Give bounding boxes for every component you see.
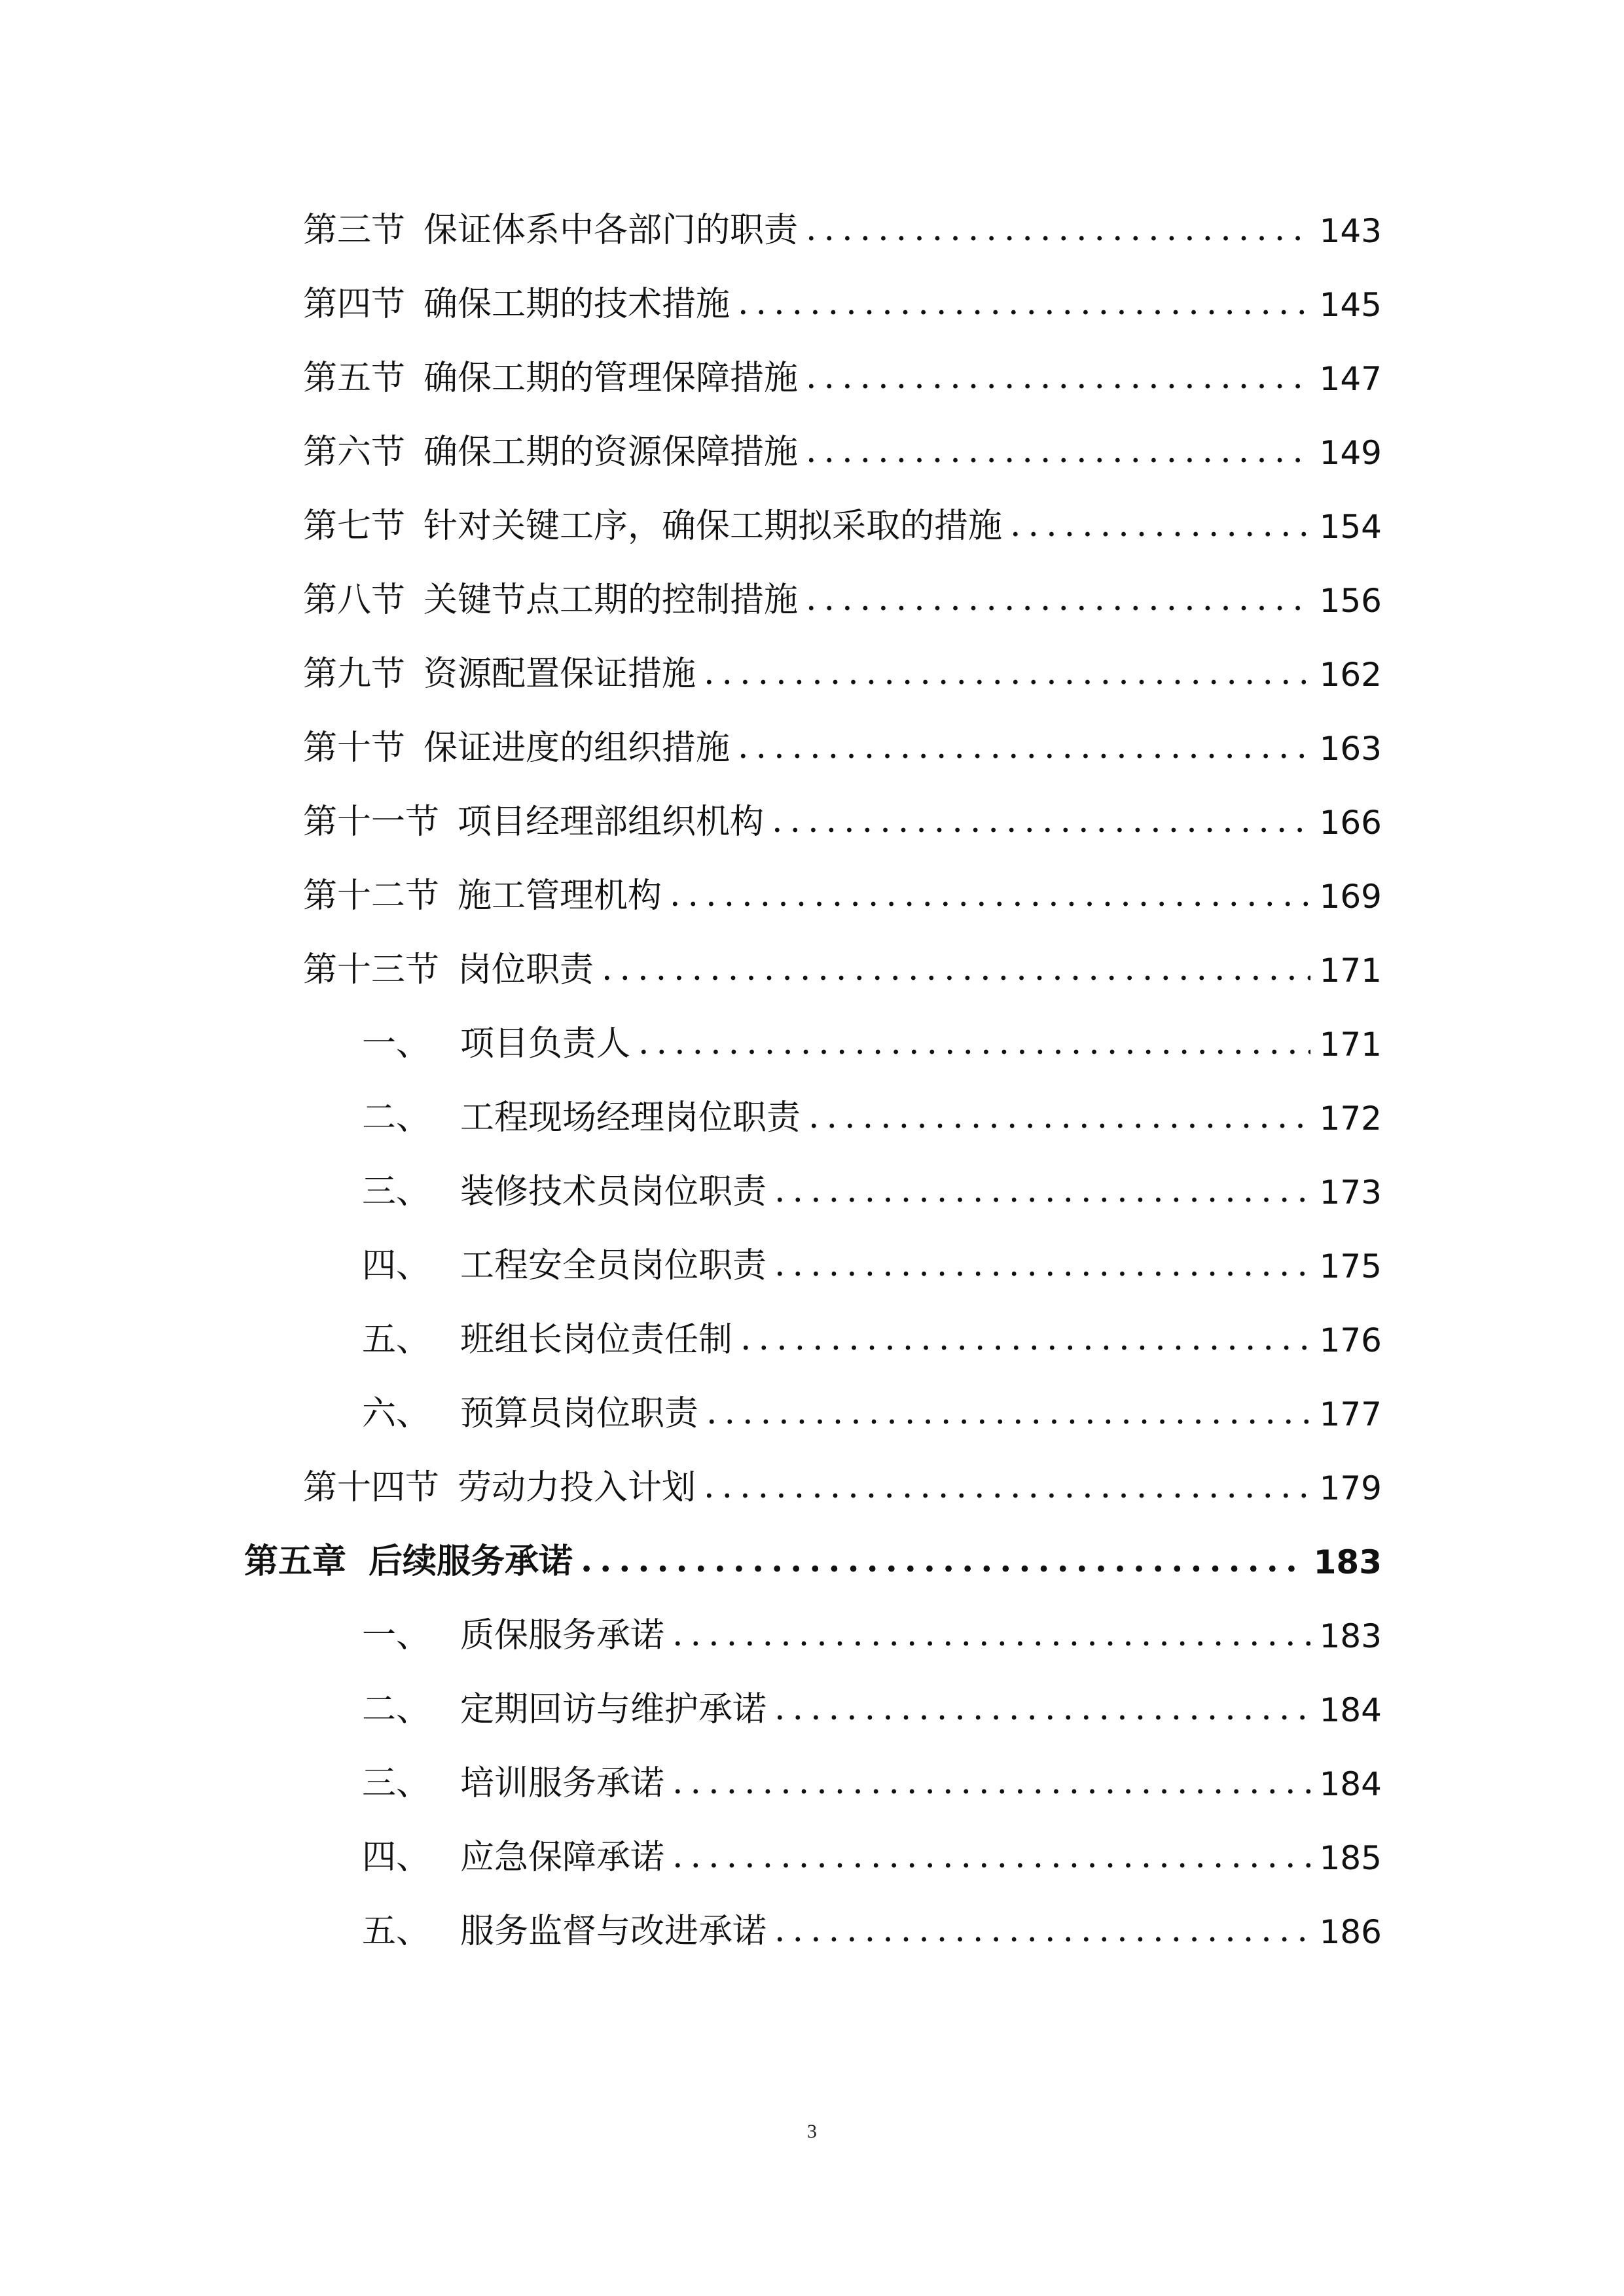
toc-entry-section-3[interactable] <box>303 188 1382 250</box>
toc-entry-page: 185 <box>1319 1839 1382 1877</box>
toc-entry-title: 保证体系中各部门的职责 <box>424 211 799 250</box>
toc-entry-title: 确保工期的技术措施 <box>424 285 731 324</box>
dot-leader <box>581 1543 1305 1579</box>
toc-entry-number: 第八节 <box>303 581 406 620</box>
toc-entry-page: 143 <box>1319 212 1382 250</box>
toc-entry-title: 确保工期的管理保障措施 <box>424 359 799 398</box>
dot-leader <box>774 1691 1310 1727</box>
toc-entry-item[interactable] <box>362 1372 1382 1431</box>
dot-leader <box>774 1913 1310 1948</box>
dot-leader <box>806 582 1310 617</box>
toc-entry-number: 第十三节 <box>303 950 440 990</box>
toc-entry-page: 149 <box>1319 434 1382 472</box>
toc-entry-page: 147 <box>1319 360 1382 398</box>
toc-entry-number: 第七节 <box>303 507 406 546</box>
toc-entry-page: 176 <box>1319 1321 1382 1359</box>
toc-entry-title: 工程安全员岗位职责 <box>460 1246 767 1285</box>
dot-leader <box>672 1765 1310 1801</box>
dot-leader <box>740 1321 1310 1357</box>
toc-entry-title: 后续服务承诺 <box>369 1541 573 1581</box>
toc-entry-section-9[interactable] <box>303 632 1382 694</box>
toc-entry-page: 172 <box>1319 1100 1382 1138</box>
toc-entry-title: 资源配置保证措施 <box>424 655 696 694</box>
toc-entry-page: 162 <box>1319 656 1382 694</box>
toc-entry-title: 项目经理部组织机构 <box>458 802 765 842</box>
dot-leader <box>772 804 1310 839</box>
toc-entry-section-11[interactable] <box>303 780 1382 842</box>
toc-entry-title: 应急保障承诺 <box>460 1838 665 1877</box>
toc-entry-title: 培训服务承诺 <box>460 1764 665 1803</box>
dot-leader <box>704 1469 1310 1505</box>
toc-entry-number: 第五节 <box>303 359 406 398</box>
toc-entry-page: 145 <box>1319 286 1382 324</box>
toc-entry-page: 184 <box>1319 1691 1382 1729</box>
toc-entry-title: 质保服务承诺 <box>460 1616 665 1655</box>
toc-entry-number: 第十四节 <box>303 1468 440 1507</box>
toc-entry-page: 154 <box>1319 508 1382 546</box>
toc-entry-title: 关键节点工期的控制措施 <box>424 581 799 620</box>
toc-entry-number: 五、 <box>362 1912 431 1951</box>
toc-entry-page: 163 <box>1319 730 1382 768</box>
toc-entry-section-14[interactable] <box>303 1446 1382 1505</box>
toc-entry-section-12[interactable] <box>303 854 1382 916</box>
dot-leader <box>738 730 1310 765</box>
toc-entry-number: 六、 <box>362 1394 431 1433</box>
toc-entry-section-4[interactable] <box>303 262 1382 324</box>
page-number: 3 <box>807 2121 817 2142</box>
toc-entry-item[interactable] <box>362 1742 1382 1801</box>
toc-entry-number: 第四节 <box>303 285 406 324</box>
toc-entry-title: 针对关键工序，确保工期拟采取的措施 <box>424 507 1003 546</box>
toc-entry-page: 166 <box>1319 804 1382 842</box>
dot-leader <box>1010 508 1310 543</box>
dot-leader <box>706 1395 1310 1431</box>
toc-entry-title: 确保工期的资源保障措施 <box>424 433 799 472</box>
toc-entry-title: 保证进度的组织措施 <box>424 728 731 768</box>
toc-entry-number: 第十一节 <box>303 802 440 842</box>
dot-leader <box>602 952 1310 987</box>
toc-entry-page: 184 <box>1319 1765 1382 1803</box>
dot-leader <box>670 878 1310 913</box>
toc-entry-item[interactable] <box>362 1150 1382 1209</box>
toc-entry-title: 施工管理机构 <box>458 876 662 916</box>
toc-entry-page: 171 <box>1319 1026 1382 1064</box>
toc-entry-page: 175 <box>1319 1247 1382 1285</box>
dot-leader <box>672 1617 1310 1653</box>
toc-entry-page: 177 <box>1319 1395 1382 1433</box>
toc-entry-title: 定期回访与维护承诺 <box>460 1690 767 1729</box>
toc-entry-item[interactable] <box>362 1594 1382 1653</box>
dot-leader <box>774 1247 1310 1283</box>
toc-entry-item[interactable] <box>362 1076 1382 1138</box>
toc-entry-page: 169 <box>1319 878 1382 916</box>
dot-leader <box>808 1100 1310 1135</box>
toc-entry-number: 三、 <box>362 1172 431 1211</box>
dot-leader <box>738 286 1310 321</box>
toc-entry-number: 第六节 <box>303 433 406 472</box>
toc-entry-page: 179 <box>1319 1469 1382 1507</box>
toc-entry-title: 项目负责人 <box>460 1024 631 1064</box>
dot-leader <box>806 212 1310 247</box>
toc-entry-number: 第十节 <box>303 728 406 768</box>
toc-entry-item[interactable] <box>362 1668 1382 1727</box>
dot-leader <box>704 656 1310 691</box>
dot-leader <box>806 360 1310 395</box>
toc-entry-page: 156 <box>1319 582 1382 620</box>
toc-entry-number: 一、 <box>362 1024 431 1064</box>
toc-entry-number: 第三节 <box>303 211 406 250</box>
toc-entry-section-5[interactable] <box>303 336 1382 398</box>
toc-entry-item[interactable] <box>362 1298 1382 1357</box>
toc-entry-title: 工程现场经理岗位职责 <box>460 1098 801 1138</box>
toc-entry-page: 186 <box>1319 1913 1382 1951</box>
toc-entry-item[interactable] <box>362 1816 1382 1877</box>
toc-entry-page: 173 <box>1319 1174 1382 1211</box>
dot-leader <box>672 1839 1310 1874</box>
toc-entry-page: 171 <box>1319 952 1382 990</box>
toc-entry-title: 服务监督与改进承诺 <box>460 1912 767 1951</box>
toc-entry-number: 第五章 <box>244 1541 347 1581</box>
toc-entry-item[interactable] <box>362 1224 1382 1283</box>
toc-entry-number: 三、 <box>362 1764 431 1803</box>
dot-leader <box>774 1174 1310 1209</box>
toc-entry-number: 二、 <box>362 1098 431 1138</box>
toc-entry-number: 一、 <box>362 1616 431 1655</box>
toc-entry-title: 预算员岗位职责 <box>460 1394 699 1433</box>
toc-entry-section-13[interactable] <box>303 928 1382 990</box>
toc-entry-section-6[interactable] <box>303 410 1382 472</box>
dot-leader <box>638 1026 1310 1061</box>
toc-entry-number: 四、 <box>362 1838 431 1877</box>
toc-entry-item[interactable] <box>362 1890 1382 1951</box>
toc-entry-number: 四、 <box>362 1246 431 1285</box>
toc-entry-number: 第九节 <box>303 655 406 694</box>
toc-entry-title: 班组长岗位责任制 <box>460 1320 733 1359</box>
dot-leader <box>806 434 1310 469</box>
toc-entry-item[interactable] <box>362 1002 1382 1064</box>
toc-entry-section-7[interactable] <box>303 484 1382 546</box>
toc-entry-title: 装修技术员岗位职责 <box>460 1172 767 1211</box>
toc-entry-number: 第十二节 <box>303 876 440 916</box>
toc-entry-page: 183 <box>1319 1617 1382 1655</box>
toc-entry-title: 岗位职责 <box>458 950 594 990</box>
toc-entry-section-10[interactable] <box>303 706 1382 768</box>
toc-entry-number: 二、 <box>362 1690 431 1729</box>
toc-entry-title: 劳动力投入计划 <box>458 1468 696 1507</box>
toc-entry-chapter-5[interactable] <box>244 1520 1382 1579</box>
toc-entry-number: 五、 <box>362 1320 431 1359</box>
toc-entry-page: 183 <box>1313 1543 1382 1581</box>
toc-entry-section-8[interactable] <box>303 558 1382 620</box>
